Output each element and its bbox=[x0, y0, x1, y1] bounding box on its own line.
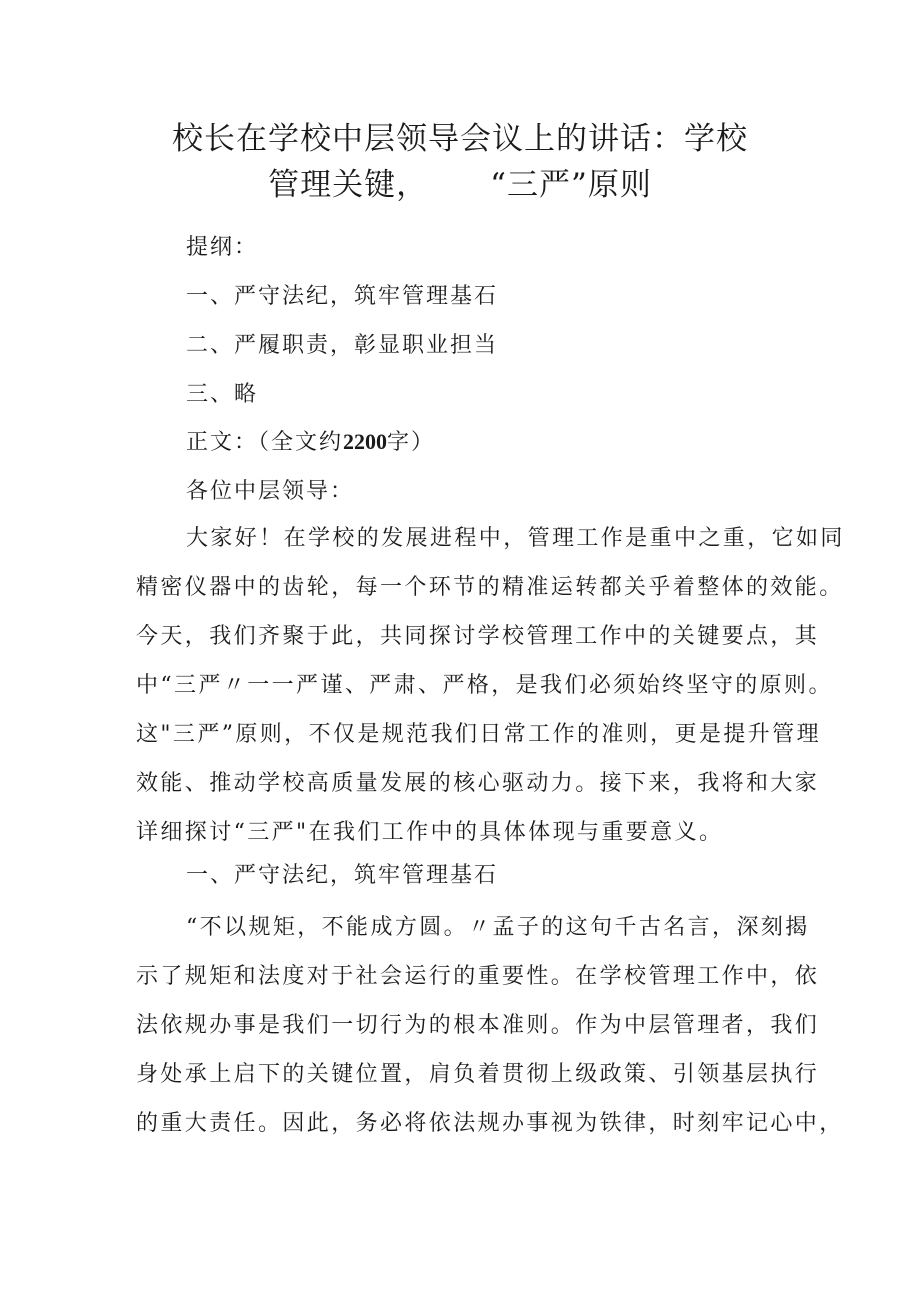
body-label-prefix: 正文：（全文约 bbox=[186, 430, 344, 455]
document-title-line2 bbox=[120, 161, 800, 209]
paragraph-1 bbox=[136, 514, 845, 857]
body-label-suffix: 字） bbox=[387, 430, 436, 455]
paragraph-line: 身处承上启下的关键位置，肩负着贯彻上级政策、引领基层执行 bbox=[136, 1062, 820, 1087]
word-count: 2200 bbox=[343, 429, 388, 454]
section-1-heading: 一、严守法纪，筑牢管理基石 bbox=[186, 863, 499, 888]
title-line2-part-a: 管理关键， bbox=[268, 167, 429, 203]
outline-item-1: 一、严守法纪，筑牢管理基石 bbox=[186, 284, 499, 309]
paragraph-line: 大家好！在学校的发展进程中，管理工作是重中之重，它如同 bbox=[186, 526, 845, 551]
paragraph-line: 详细探讨“三严"在我们工作中的具体体现与重要意义。 bbox=[136, 820, 724, 845]
outline-item-3: 三、略 bbox=[186, 382, 259, 407]
paragraph-line: 今天，我们齐聚于此，共同探讨学校管理工作中的关键要点，其 bbox=[136, 624, 820, 649]
outline-item-2: 二、严履职责，彰显职业担当 bbox=[186, 333, 499, 358]
paragraph-line: 中“三严〃一一严谨、严肃、严格，是我们必须始终坚守的原则。 bbox=[136, 673, 833, 698]
paragraph-line: 效能、推动学校高质量发展的核心驱动力。接下来，我将和大家 bbox=[136, 771, 820, 796]
paragraph-line: 精密仪器中的齿轮，每一个环节的精准运转都关乎着整体的效能。 bbox=[136, 575, 844, 600]
paragraph-line: 的重大责任。因此，务必将依法规办事视为铁律，时刻牢记心中， bbox=[136, 1111, 844, 1136]
paragraph-line: “不以规矩，不能成方圆。〃孟子的这句千古名言，深刻揭 bbox=[186, 915, 810, 940]
document-title-line1: 校长在学校中层领导会议上的讲话：学校 bbox=[172, 121, 748, 157]
body-label bbox=[186, 427, 435, 458]
paragraph-line: 法依规办事是我们一切行为的根本准则。作为中层管理者，我们 bbox=[136, 1013, 820, 1038]
title-line2-part-b: “三严”原则 bbox=[490, 167, 652, 203]
paragraph-line: 这"三严”原则，不仅是规范我们日常工作的准则，更是提升管理 bbox=[136, 722, 821, 747]
paragraph-line: 示了规矩和法度对于社会运行的重要性。在学校管理工作中，依 bbox=[136, 964, 820, 989]
paragraph-2 bbox=[136, 903, 844, 1148]
outline-label: 提纲： bbox=[186, 235, 259, 260]
greeting: 各位中层领导： bbox=[186, 479, 355, 504]
